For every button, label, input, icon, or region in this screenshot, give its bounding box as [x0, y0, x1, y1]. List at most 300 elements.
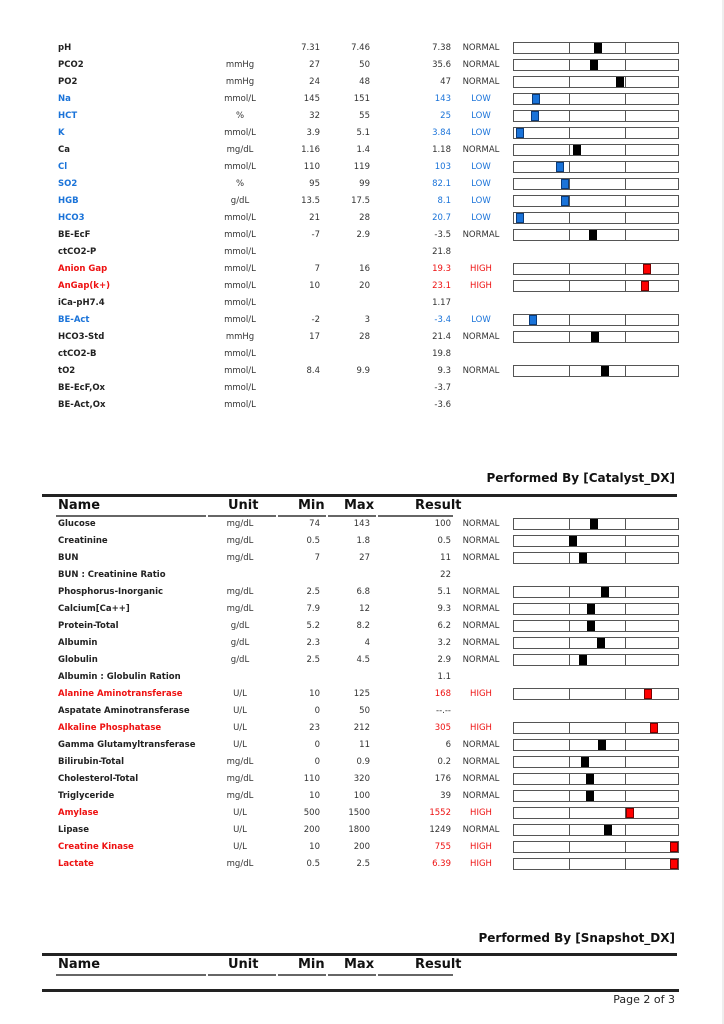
test-unit: mmHg — [225, 77, 255, 87]
range-marker — [591, 332, 599, 342]
performed-by-snapshot: Performed By [Snapshot_DX] — [478, 931, 675, 945]
test-status: NORMAL — [462, 638, 500, 648]
test-result: 143 — [434, 94, 451, 104]
result-row — [0, 397, 724, 414]
test-max: 11 — [359, 740, 370, 750]
range-bar — [513, 858, 679, 870]
test-unit: mg/dL — [226, 604, 254, 614]
header-min: Min — [298, 498, 325, 513]
range-bar — [513, 127, 679, 139]
range-max-divider — [625, 264, 626, 274]
test-result: 2.9 — [437, 655, 451, 665]
range-bar — [513, 195, 679, 207]
range-bar — [513, 263, 679, 275]
result-row — [0, 771, 724, 788]
test-max: 28 — [359, 332, 370, 342]
test-max: 100 — [353, 791, 370, 801]
test-unit: g/dL — [230, 655, 250, 665]
range-marker — [587, 604, 595, 614]
range-min-divider — [569, 774, 570, 784]
result-row — [0, 142, 724, 159]
test-name: AnGap(k+) — [58, 281, 110, 291]
test-unit: mg/dL — [226, 774, 254, 784]
result-row — [0, 788, 724, 805]
test-unit: mmol/L — [224, 366, 256, 376]
test-result: 1.18 — [432, 145, 451, 155]
test-result: 100 — [434, 519, 451, 529]
range-max-divider — [625, 162, 626, 172]
range-bar — [513, 331, 679, 343]
test-status: LOW — [471, 128, 491, 138]
header-min: Min — [298, 957, 325, 972]
range-max-divider — [625, 587, 626, 597]
test-unit: U/L — [233, 825, 247, 835]
range-min-divider — [569, 842, 570, 852]
result-row — [0, 244, 724, 261]
test-unit: mg/dL — [226, 536, 254, 546]
range-min-divider — [569, 791, 570, 801]
range-bar — [513, 144, 679, 156]
range-bar — [513, 212, 679, 224]
range-min-divider — [569, 859, 570, 869]
test-name: Gamma Glutamyltransferase — [58, 740, 196, 750]
result-row — [0, 159, 724, 176]
header-underline — [56, 974, 206, 976]
range-bar — [513, 42, 679, 54]
test-min: 3.9 — [306, 128, 320, 138]
test-max: 119 — [353, 162, 370, 172]
test-unit: U/L — [233, 808, 247, 818]
result-row — [0, 652, 724, 669]
test-unit: mg/dL — [226, 587, 254, 597]
test-status: HIGH — [470, 264, 492, 274]
test-result: 25 — [440, 111, 451, 121]
test-name: Bilirubin-Total — [58, 757, 125, 767]
result-row — [0, 125, 724, 142]
range-bar — [513, 790, 679, 802]
range-marker — [573, 145, 581, 155]
range-max-divider — [625, 94, 626, 104]
test-result: 3.2 — [437, 638, 451, 648]
range-max-divider — [625, 723, 626, 733]
test-name: Amylase — [58, 808, 99, 818]
performed-by-catalyst: Performed By [Catalyst_DX] — [486, 471, 675, 485]
range-bar — [513, 688, 679, 700]
range-bar — [513, 807, 679, 819]
test-status: NORMAL — [462, 536, 500, 546]
test-result: 0.2 — [437, 757, 451, 767]
test-status: NORMAL — [462, 791, 500, 801]
range-marker — [643, 264, 651, 274]
range-max-divider — [625, 553, 626, 563]
test-name: Creatine Kinase — [58, 842, 134, 852]
result-row — [0, 635, 724, 652]
range-marker — [556, 162, 564, 172]
result-row — [0, 805, 724, 822]
test-status: LOW — [471, 196, 491, 206]
range-marker — [561, 179, 569, 189]
range-min-divider — [569, 111, 570, 121]
range-marker — [598, 740, 606, 750]
test-unit: mmol/L — [224, 162, 256, 172]
test-status: NORMAL — [462, 825, 500, 835]
result-row — [0, 839, 724, 856]
test-result: 21.4 — [432, 332, 451, 342]
test-name: iCa-pH7.4 — [58, 298, 105, 308]
result-row — [0, 686, 724, 703]
range-bar — [513, 773, 679, 785]
range-max-divider — [625, 604, 626, 614]
range-bar — [513, 229, 679, 241]
test-min: 7.31 — [301, 43, 320, 53]
test-unit: mmol/L — [224, 383, 256, 393]
test-max: 3 — [364, 315, 370, 325]
result-row — [0, 584, 724, 601]
range-min-divider — [569, 281, 570, 291]
range-bar — [513, 76, 679, 88]
test-name: BUN : Creatinine Ratio — [58, 570, 166, 580]
test-name: Na — [58, 94, 71, 104]
test-min: 24 — [309, 77, 320, 87]
test-unit: mmol/L — [224, 349, 256, 359]
test-status: NORMAL — [462, 60, 500, 70]
header-result: Result — [415, 498, 462, 513]
test-max: 7.46 — [351, 43, 370, 53]
test-status: LOW — [471, 179, 491, 189]
header-underline — [378, 974, 453, 976]
range-bar — [513, 824, 679, 836]
test-result: 9.3 — [437, 366, 451, 376]
test-min: 2.5 — [306, 587, 320, 597]
range-max-divider — [625, 111, 626, 121]
range-marker — [670, 859, 678, 869]
range-max-divider — [625, 757, 626, 767]
test-result: 1249 — [429, 825, 451, 835]
test-min: 95 — [309, 179, 320, 189]
result-row — [0, 618, 724, 635]
test-max: 5.1 — [356, 128, 370, 138]
range-min-divider — [569, 587, 570, 597]
header-max: Max — [344, 957, 375, 972]
test-result: 0.5 — [437, 536, 451, 546]
result-row — [0, 533, 724, 550]
test-unit: U/L — [233, 842, 247, 852]
range-max-divider — [625, 774, 626, 784]
range-max-divider — [625, 791, 626, 801]
result-row — [0, 346, 724, 363]
range-bar — [513, 59, 679, 71]
test-result: 103 — [434, 162, 451, 172]
range-min-divider — [569, 740, 570, 750]
range-marker — [531, 111, 539, 121]
test-max: 50 — [359, 60, 370, 70]
range-marker — [601, 366, 609, 376]
range-min-divider — [569, 162, 570, 172]
range-bar — [513, 178, 679, 190]
result-row — [0, 856, 724, 873]
test-unit: mmol/L — [224, 281, 256, 291]
test-max: 2.5 — [356, 859, 370, 869]
test-unit: U/L — [233, 689, 247, 699]
range-min-divider — [569, 621, 570, 631]
test-name: Glucose — [58, 519, 96, 529]
range-max-divider — [625, 655, 626, 665]
page-bottom-divider — [42, 989, 679, 992]
test-result: 168 — [434, 689, 451, 699]
range-min-divider — [569, 366, 570, 376]
range-marker — [587, 621, 595, 631]
test-min: 110 — [303, 774, 320, 784]
test-name: Calcium[Ca++] — [58, 604, 130, 614]
test-max: 320 — [353, 774, 370, 784]
result-row — [0, 176, 724, 193]
range-bar — [513, 280, 679, 292]
range-marker — [616, 77, 624, 87]
range-min-divider — [569, 689, 570, 699]
test-status: NORMAL — [462, 43, 500, 53]
result-row — [0, 669, 724, 686]
test-status: HIGH — [470, 859, 492, 869]
range-marker — [586, 774, 594, 784]
test-result: 22 — [440, 570, 451, 580]
test-min: 0.5 — [306, 536, 320, 546]
test-max: 48 — [359, 77, 370, 87]
test-unit: mg/dL — [226, 553, 254, 563]
test-max: 1.4 — [356, 145, 370, 155]
test-status: HIGH — [470, 281, 492, 291]
range-min-divider — [569, 638, 570, 648]
test-max: 1800 — [348, 825, 370, 835]
test-max: 50 — [359, 706, 370, 716]
test-min: 10 — [309, 689, 320, 699]
range-min-divider — [569, 825, 570, 835]
range-min-divider — [569, 553, 570, 563]
test-name: Aspatate Aminotransferase — [58, 706, 190, 716]
range-max-divider — [625, 128, 626, 138]
range-bar — [513, 365, 679, 377]
range-bar — [513, 161, 679, 173]
test-result: 7.38 — [432, 43, 451, 53]
range-min-divider — [569, 145, 570, 155]
range-max-divider — [625, 43, 626, 53]
test-max: 28 — [359, 213, 370, 223]
test-result: 305 — [434, 723, 451, 733]
test-status: NORMAL — [462, 587, 500, 597]
range-marker — [590, 60, 598, 70]
test-min: 23 — [309, 723, 320, 733]
test-unit: mg/dL — [226, 757, 254, 767]
test-result: 176 — [434, 774, 451, 784]
range-bar — [513, 535, 679, 547]
test-min: 27 — [309, 60, 320, 70]
test-status: NORMAL — [462, 77, 500, 87]
test-unit: U/L — [233, 723, 247, 733]
header-underline — [278, 974, 326, 976]
test-name: Alkaline Phosphatase — [58, 723, 162, 733]
range-max-divider — [625, 621, 626, 631]
test-min: 0 — [314, 757, 320, 767]
test-max: 2.9 — [356, 230, 370, 240]
test-name: HGB — [58, 196, 79, 206]
range-max-divider — [625, 179, 626, 189]
test-max: 99 — [359, 179, 370, 189]
range-min-divider — [569, 196, 570, 206]
result-row — [0, 380, 724, 397]
test-unit: mg/dL — [226, 791, 254, 801]
result-row — [0, 516, 724, 533]
test-min: 0.5 — [306, 859, 320, 869]
test-status: NORMAL — [462, 519, 500, 529]
test-min: 32 — [309, 111, 320, 121]
test-min: 2.5 — [306, 655, 320, 665]
range-marker — [532, 94, 540, 104]
result-row — [0, 210, 724, 227]
result-row — [0, 754, 724, 771]
test-min: 500 — [303, 808, 320, 818]
range-max-divider — [625, 213, 626, 223]
test-name: pH — [58, 43, 72, 53]
test-name: BE-EcF,Ox — [58, 383, 106, 393]
range-min-divider — [569, 519, 570, 529]
range-bar — [513, 518, 679, 530]
test-name: Alanine Aminotransferase — [58, 689, 183, 699]
test-status: NORMAL — [462, 332, 500, 342]
test-unit: mmol/L — [224, 264, 256, 274]
range-bar — [513, 722, 679, 734]
range-marker — [516, 213, 524, 223]
test-result: 35.6 — [432, 60, 451, 70]
result-row — [0, 601, 724, 618]
test-min: 0 — [314, 706, 320, 716]
range-marker — [597, 638, 605, 648]
test-unit: % — [235, 179, 245, 189]
header-unit: Unit — [228, 957, 259, 972]
range-marker — [601, 587, 609, 597]
test-result: -3.7 — [434, 383, 451, 393]
test-min: 8.4 — [306, 366, 320, 376]
test-max: 200 — [353, 842, 370, 852]
range-marker — [644, 689, 652, 699]
test-status: LOW — [471, 315, 491, 325]
test-unit: mg/dL — [226, 859, 254, 869]
test-status: NORMAL — [462, 230, 500, 240]
test-result: -3.4 — [434, 315, 451, 325]
header-result: Result — [415, 957, 462, 972]
test-min: 7 — [314, 553, 320, 563]
test-unit: mmol/L — [224, 298, 256, 308]
test-result: 6.39 — [432, 859, 451, 869]
test-result: -3.6 — [434, 400, 451, 410]
test-status: NORMAL — [462, 553, 500, 563]
range-bar — [513, 314, 679, 326]
range-min-divider — [569, 77, 570, 87]
test-min: 110 — [303, 162, 320, 172]
test-result: 23.1 — [432, 281, 451, 291]
test-result: 21.8 — [432, 247, 451, 257]
test-result: 755 — [434, 842, 451, 852]
range-max-divider — [625, 230, 626, 240]
page-number: Page 2 of 3 — [613, 993, 675, 1006]
range-max-divider — [625, 196, 626, 206]
test-unit: mmHg — [225, 60, 255, 70]
range-min-divider — [569, 230, 570, 240]
result-row — [0, 312, 724, 329]
result-row — [0, 227, 724, 244]
test-unit: g/dL — [230, 196, 250, 206]
test-max: 0.9 — [356, 757, 370, 767]
result-row — [0, 40, 724, 57]
test-min: 1.16 — [301, 145, 320, 155]
test-status: NORMAL — [462, 757, 500, 767]
range-bar — [513, 756, 679, 768]
range-marker — [579, 553, 587, 563]
test-result: 82.1 — [432, 179, 451, 189]
range-min-divider — [569, 213, 570, 223]
range-max-divider — [625, 638, 626, 648]
test-status: LOW — [471, 94, 491, 104]
test-unit: mmol/L — [224, 400, 256, 410]
test-result: 1552 — [429, 808, 451, 818]
range-marker — [626, 808, 634, 818]
test-result: 8.1 — [437, 196, 451, 206]
test-min: -7 — [311, 230, 320, 240]
range-marker — [650, 723, 658, 733]
result-row — [0, 193, 724, 210]
test-result: 19.3 — [432, 264, 451, 274]
range-min-divider — [569, 757, 570, 767]
test-name: HCT — [58, 111, 78, 121]
test-min: -2 — [311, 315, 320, 325]
test-name: PO2 — [58, 77, 78, 87]
range-max-divider — [625, 842, 626, 852]
test-name: K — [58, 128, 65, 138]
test-name: HCO3-Std — [58, 332, 105, 342]
test-name: HCO3 — [58, 213, 85, 223]
test-max: 9.9 — [356, 366, 370, 376]
test-min: 2.3 — [306, 638, 320, 648]
test-max: 17.5 — [351, 196, 370, 206]
test-status: NORMAL — [462, 366, 500, 376]
test-max: 16 — [359, 264, 370, 274]
result-row — [0, 74, 724, 91]
test-unit: mg/dL — [226, 145, 254, 155]
test-name: PCO2 — [58, 60, 84, 70]
test-status: NORMAL — [462, 740, 500, 750]
test-result: 1.1 — [437, 672, 451, 682]
test-min: 5.2 — [306, 621, 320, 631]
header-underline — [328, 974, 376, 976]
range-marker — [529, 315, 537, 325]
range-max-divider — [625, 332, 626, 342]
result-row — [0, 329, 724, 346]
range-bar — [513, 739, 679, 751]
test-result: 1.17 — [432, 298, 451, 308]
range-marker — [581, 757, 589, 767]
test-unit: g/dL — [230, 621, 250, 631]
range-min-divider — [569, 43, 570, 53]
test-min: 13.5 — [301, 196, 320, 206]
test-status: LOW — [471, 162, 491, 172]
range-max-divider — [625, 281, 626, 291]
test-name: Albumin — [58, 638, 98, 648]
test-name: BE-EcF — [58, 230, 91, 240]
test-unit: mmol/L — [224, 247, 256, 257]
test-status: NORMAL — [462, 655, 500, 665]
test-max: 212 — [353, 723, 370, 733]
test-status: LOW — [471, 111, 491, 121]
range-min-divider — [569, 808, 570, 818]
test-name: Globulin — [58, 655, 98, 665]
